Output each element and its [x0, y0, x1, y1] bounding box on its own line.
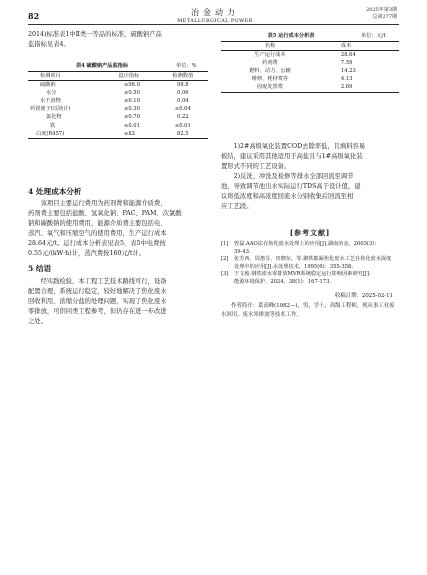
table-cell: 铁	[50, 122, 56, 129]
header-rule	[28, 24, 399, 25]
table4-caption	[28, 62, 208, 69]
table5-col-cost: 成本	[319, 42, 399, 51]
reference-item	[221, 241, 399, 256]
table-cell: 28.64	[340, 52, 356, 59]
bio-line: 水回用、废水零排放等技术工作。	[221, 311, 302, 318]
table-cell: 固废处置费	[221, 83, 319, 92]
author-bio	[221, 302, 399, 320]
table-cell: 0.22	[177, 114, 189, 121]
section5-body	[28, 277, 206, 327]
text-line: 钠和碳酸钠的使用费用，能源介质费主要包括电、	[28, 220, 167, 227]
table-cell: ≤0.10	[124, 98, 140, 105]
table-cell: 14.23	[340, 68, 356, 75]
table-cell: 0.04	[177, 98, 189, 105]
text-line: 零排放，可供同类工程参考，但仍存在进一步改进	[28, 308, 167, 315]
table-cell: ≤0.04	[174, 106, 191, 113]
table-cell: 维修、耗材费等	[251, 76, 289, 83]
text-line: 池，导致调节池出水实际运行TDS高于设计值，建	[221, 183, 361, 190]
table5-unit: 单位：元/t	[361, 33, 386, 39]
text-line: 板结，建议采用其他适用于高盐且与1#高级氧化装	[221, 153, 363, 160]
left-intro	[28, 30, 206, 50]
reference-line: 39-43.	[234, 248, 251, 255]
references-list	[221, 241, 399, 287]
reference-item	[221, 271, 399, 286]
table-row	[221, 83, 399, 92]
table-row	[28, 97, 208, 105]
text-line: 回收利用、浓缩分盐的处理问题，实现了焦化废水	[28, 298, 167, 305]
table-cell: 4.13	[340, 76, 353, 83]
text-line: 议将低浓度和高浓度回流水分别收集后回流至相	[221, 193, 354, 200]
table-cell: 燃料、动力、公辅	[249, 68, 291, 75]
issue-info	[366, 7, 397, 20]
table5-caption	[221, 32, 399, 39]
bio-line: 作者简介：葛高峰(1982—)，男，学士，高级工程师，现从事工业废	[231, 303, 395, 309]
reference-line: 王文俊.钢铁废水零排放MVR系统稳定运行影响因素研究[J].	[234, 271, 371, 278]
table4-col-measured: 检测数值	[158, 72, 208, 81]
table4-col-item: 检测项目	[28, 72, 100, 81]
table-cell: 钙镁离子(以镁计)	[30, 106, 71, 113]
journal-masthead	[150, 7, 280, 24]
text-line: 28.64元/t。运行成本分析表见表5，表5中电费按	[28, 240, 166, 247]
table-cell: 生产运行成本	[254, 52, 286, 59]
issue-year: 2025年第3期	[366, 7, 397, 13]
text-line: 药剂费主要包括盐酸、氢氧化钠、PAC、PAM、次氯酸	[28, 210, 182, 217]
text-line: 2)反洗、冲洗及检修等排水全部回流至调节	[233, 173, 354, 180]
table-row	[221, 51, 399, 60]
table-cell: 水分	[46, 90, 57, 97]
table-cell: 0.06	[177, 90, 189, 97]
reference-line: 处理中的应用[J].水处理技术，1995(6)：355-358.	[234, 263, 353, 270]
table-cell: ≥82	[100, 130, 158, 139]
reference-line: 能源环境保护，2024，38(1)：167-173.	[234, 278, 332, 285]
table-row	[28, 89, 208, 97]
section4-body	[28, 199, 206, 259]
table-cell: ≤0.01	[124, 122, 140, 129]
table-row	[28, 81, 208, 90]
table-cell: 药剂费	[262, 60, 278, 67]
issue-total: 总第277期	[372, 13, 397, 20]
section5-heading: 5 结语	[28, 264, 52, 273]
table4-header-row	[28, 72, 208, 81]
table-row	[221, 75, 399, 83]
text-line: 之处。	[28, 318, 47, 325]
journal-title-en: METALLURGICAL POWER	[177, 18, 253, 24]
table-row	[221, 67, 399, 75]
received-date: 收稿日期：2025-02-11	[334, 293, 393, 299]
table-cell: 氯化物	[46, 114, 62, 121]
table-cell: 硫酸钠	[40, 82, 56, 89]
page-number: 82	[28, 11, 40, 21]
section4-heading: 4 处理成本分析	[28, 187, 82, 196]
table-cell: ≤0.01	[174, 122, 191, 129]
reference-item	[221, 256, 399, 271]
text-line: 该项目主要运行费用为药剂费和能源介质费，	[40, 200, 167, 207]
reference-number: [1]	[221, 241, 229, 247]
reference-number: [2]	[221, 256, 229, 263]
table-cell: ≥98.0	[124, 82, 140, 89]
table4-unit: 单位：%	[176, 63, 197, 69]
right-paragraphs	[221, 142, 399, 212]
table5	[221, 41, 399, 93]
table5-title: 表5 运行成本分析表	[267, 33, 315, 39]
table-cell: 水不溶物	[40, 98, 61, 105]
table-cell: 7.59	[340, 60, 353, 67]
journal-title-cn: 冶金动力	[191, 8, 239, 17]
table-cell: 82.5	[158, 130, 208, 139]
text-line: 0.55元/(kW·h)计，蒸汽费按160元/t计。	[28, 250, 146, 257]
references-title: [参考文献]	[289, 228, 331, 237]
table-row	[28, 113, 208, 121]
table-row	[28, 122, 208, 130]
text-line: 2014)标准表1中Ⅱ类一等品的标准，硫酸钠产品	[28, 31, 162, 38]
table-cell: 白度(R457)	[28, 130, 100, 139]
table5-header-row	[221, 42, 399, 51]
table-cell: ≤0.30	[124, 106, 140, 113]
table5-col-name: 名称	[221, 42, 319, 51]
text-line: 应工艺段。	[221, 203, 253, 210]
table4	[28, 71, 208, 139]
table-row	[28, 130, 208, 139]
text-line: 经实践检验，本工程工艺技术路线可行，设备	[40, 278, 167, 285]
text-line: 置形式不同的工艺设备。	[221, 163, 291, 170]
table-row	[28, 105, 208, 113]
table4-col-design: 设计指标	[100, 72, 158, 81]
table-cell: ≤0.70	[124, 114, 140, 121]
text-line: 监指标见表4。	[28, 41, 70, 48]
reference-line: 张芳西，周惠芬，田晓东，等.聚铁絮凝焦化废水工艺在焦化废水深度	[234, 256, 392, 263]
text-line: 1)2#高级氧化装置COD去除率低，且填料容易	[233, 143, 366, 150]
reference-number: [3]	[221, 271, 229, 278]
table-cell: 98.8	[177, 82, 189, 89]
text-line: 蒸汽、氧气和压缩空气的使用费用，生产运行成本	[28, 230, 167, 237]
table-cell: 2.69	[319, 83, 399, 92]
table4-title: 表4 硫酸钠产品监指标	[75, 63, 129, 69]
table-row	[221, 59, 399, 67]
text-line: 配置合理，系统运行稳定，较好地解决了焦化废水	[28, 288, 167, 295]
reference-line: 曾磊.AAO法在焦化废水处理上的应用[J].湖南冶金，2003(3)：	[234, 241, 380, 247]
table-cell: ≤0.50	[124, 90, 140, 97]
